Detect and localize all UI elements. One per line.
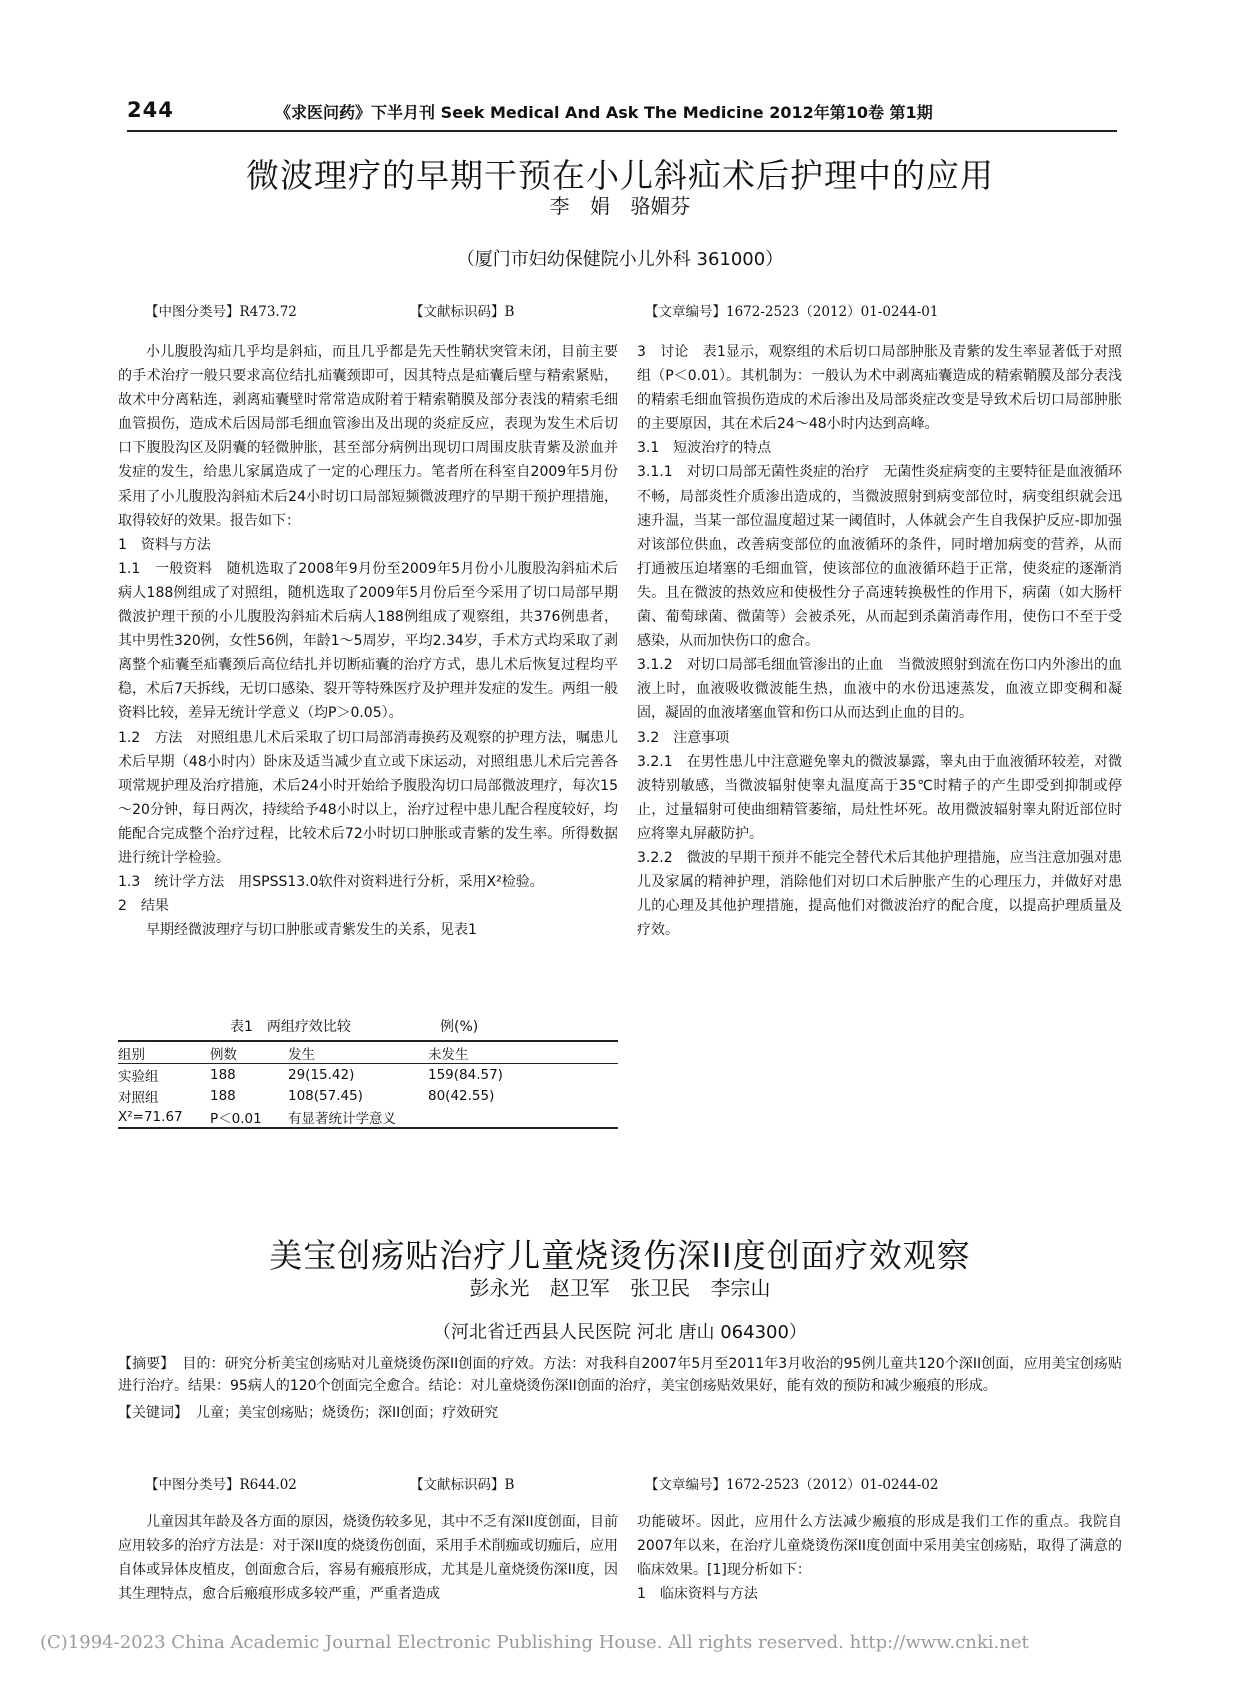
table-unit: 例(%) [440,1019,479,1035]
section-heading: 3.1 短波治疗的特点 [637,440,772,457]
paragraph: 早期经微波理疗与切口肿胀或青紫发生的关系，见表1 [146,922,477,939]
section-heading: 1 临床资料与方法 [637,1586,758,1603]
table-cell [428,1106,618,1128]
table-cell: P＜0.01 [210,1106,288,1128]
article2-authors: 彭永光 赵卫军 张卫民 李宗山 [469,1276,771,1300]
results-table [118,1040,618,1129]
article2-doc-code: 【文献标识码】B [410,1477,515,1493]
table-cell: 80(42.55) [428,1087,495,1104]
keywords-text: 儿童；美宝创疡贴；烧烫伤；深II创面；疗效研究 [196,1405,499,1421]
table-cell: 对照组 [118,1089,159,1106]
table-cell: 29(15.42) [288,1066,355,1083]
keywords-label: 【关键词】 [118,1405,188,1421]
copyright-footer: (C)1994-2023 China Academic Journal Electronic Publishing House. All rights reserved. http://www.cnki.net [40,1632,1029,1653]
table-cell: 159(84.57) [428,1066,503,1083]
article1-doc-code: 【文献标识码】B [410,304,515,320]
paragraph: 1.1 一般资料 随机选取了2008年9月份至2009年5月份小儿腹股沟斜疝术后病人188例组成了对照组，随机选取了2009年5月份后至今采用了切口局部早期微波护理干预的小儿腹股沟斜疝术后病人188例组成了观察组，共376例患者，其中男性320例，女性56例，年龄1～5周岁，平均2.34岁，手术方式均采取了剥离整个疝囊至疝囊颈后高位结扎并切断疝囊的治疗方式，患儿术后恢复过程均平稳，术后7天拆线，无切口感染、裂开等特殊医疗及护理并发症的发生。两组一般资料比较，差异无统计学意义（均P＞0.05）。 [118,560,618,722]
paragraph: 儿童因其年龄及各方面的原因，烧烫伤较多见，其中不乏有深II度创面，目前应用较多的治疗方法是：对于深II度的烧烫伤创面，采用手术削痂或切痂后，应用自体或异体皮植皮，创面愈合后，容易有瘢痕形成，尤其是儿童烧烫伤深II度，因其生理特点，愈合后瘢痕形成多较严重，严重者造成 [118,1514,618,1603]
table-header-cell: 未发生 [428,1041,618,1064]
paragraph: 3 讨论 表1显示，观察组的术后切口局部肿胀及青紫的发生率显著低于对照组（P＜0.01）。其机制为：一般认为术中剥离疝囊造成的精索鞘膜及部分表浅的精索毛细血管损伤造成的术后渗出及局部炎症改变是导致术后切口局部肿胀的主要原因，其在术后24～48小时内达到高峰。 [637,344,1122,433]
table-header-cell: 例数 [210,1041,288,1064]
paragraph: 3.1.1 对切口局部无菌性炎症的治疗 无菌性炎症病变的主要特征是血液循环不畅，局部炎性介质渗出造成的，当微波照射到病变部位时，病变组织就会迅速升温，当某一部位温度超过某一阈值时，人体就会产生自我保护反应-即加强对该部位供血，改善病变部位的血液循环的条件，同时增加病变的营养，从而打通被压迫堵塞的毛细血管，使该部位的血液循环趋于正常，使炎症的逐渐消失。且在微波的热效应和使极性分子高速转换极性的作用下，病菌（如大肠杆菌、葡萄球菌、微菌等）会被杀死，从而起到杀菌消毒作用，使伤口不至于受感染，从而加快伤口的愈合。 [637,464,1122,650]
section-heading: 2 结果 [118,898,169,915]
article2-right-column [637,1510,1122,1606]
article2-clc: 【中图分类号】R644.02 [145,1477,297,1493]
section-heading: 1 资料与方法 [118,536,211,553]
table-cell: 188 [210,1087,236,1104]
abstract-label: 【摘要】 [118,1356,175,1372]
journal-header: 《求医问药》下半月刊 Seek Medical And Ask The Medicine 2012年第10卷 第1期 [275,103,933,122]
table-header-cell: 发生 [288,1041,428,1064]
table-header-row [118,1041,618,1064]
paragraph: 3.2.1 在男性患儿中注意避免睾丸的微波暴露，睾丸由于血液循环较差，对微波特别敏感，当微波辐射使睾丸温度高于35℃时精子的产生即受到抑制或停止，过量辐射可使曲细精管萎缩，局灶性坏死。故用微波辐射睾丸附近部位时应将睾丸屏蔽防护。 [637,753,1122,842]
table-row [118,1106,618,1128]
table-cell: 实验组 [118,1068,159,1085]
article1-article-no: 【文章编号】1672-2523（2012）01-0244-01 [645,304,939,320]
table-row [118,1085,618,1106]
table-cell: 有显著统计学意义 [288,1106,428,1128]
paragraph: 1.2 方法 对照组患儿术后采取了切口局部消毒换药及观察的护理方法，嘱患儿术后早期（48小时内）卧床及适当减少直立或下床运动，对照组患儿术后完善各项常规护理及治疗措施，术后24小时开始给予腹股沟切口局部微波理疗，每次15～20分钟，每日两次，持续给予48小时以上，治疗过程中患儿配合程度较好，均能配合完成整个治疗过程，比较术后72小时切口肿胀或青紫的发生率。所得数据进行统计学检验。 [118,729,618,866]
article1-right-column [637,340,1122,942]
article2-abstract [118,1354,1122,1425]
article2-article-no: 【文章编号】1672-2523（2012）01-0244-02 [645,1477,939,1493]
table-cell: X²=71.67 [118,1106,210,1128]
paragraph: 3.2.2 微波的早期干预并不能完全替代术后其他护理措施，应当注意加强对患儿及家属的精神护理，消除他们对切口术后肿胀产生的心理压力，并做好对患儿的心理及其他护理措施，提高他们对微波治疗的配合度，以提高护理质量及疗效。 [637,849,1122,939]
paragraph: 1.3 统计学方法 用SPSS13.0软件对资料进行分析，采用X²检验。 [118,874,544,891]
article2-affiliation: （河北省迁西县人民医院 河北 唐山 064300） [433,1322,807,1343]
paragraph: 功能破坏。因此，应用什么方法减少瘢痕的形成是我们工作的重点。我院自2007年以来，在治疗儿童烧烫伤深II度创面中采用美宝创疡贴，取得了满意的临床效果。[1]现分析如下： [637,1514,1122,1579]
article1-authors: 李 娟 骆媚芬 [549,194,691,218]
abstract-text: 目的：研究分析美宝创疡贴对儿童烧烫伤深II创面的疗效。方法：对我科自2007年5月至2011年3月收治的95例儿童共120个深II创面，应用美宝创疡贴进行治疗。结果：95病人的120个创面完全愈合。结论：对儿童烧烫伤深II创面的治疗，美宝创疡贴效果好，能有效的预防和减少瘢痕的形成。 [118,1356,1123,1394]
section-heading: 3.2 注意事项 [637,729,730,746]
article1-affiliation: （厦门市妇幼保健院小儿外科 361000） [456,249,784,270]
table-cell: 188 [210,1066,236,1083]
table-row [118,1064,618,1086]
results-table-wrap [118,1040,618,1129]
article1-clc: 【中图分类号】R473.72 [145,304,297,320]
header-rule [127,130,1117,132]
article2-title: 美宝创疡贴治疗儿童烧烫伤深II度创面疗效观察 [269,1236,971,1275]
paragraph: 3.1.2 对切口局部毛细血管渗出的止血 当微波照射到流在伤口内外渗出的血液上时，血液吸收微波能生热，血液中的水份迅速蒸发，血液立即变稠和凝固，凝固的血液堵塞血管和伤口从而达到止血的目的。 [637,657,1122,722]
paragraph: 小儿腹股沟疝几乎均是斜疝，而且几乎都是先天性鞘状突管未闭，目前主要的手术治疗一般只要求高位结扎疝囊颈即可，因其特点是疝囊后壁与精索紧贴，故术中分离粘连，剥离疝囊壁时常常造成附着于精索鞘膜及部分表浅的精索毛细血管损伤，造成术后因局部毛细血管渗出及出现的炎症反应，表现为发生术后切口下腹股沟区及阴囊的轻微肿胀，甚至部分病例出现切口周围皮肤青紫及淤血并发症的发生，给患儿家属造成了一定的心理压力。笔者所在科室自2009年5月份采用了小儿腹股沟斜疝术后24小时切口局部短频微波理疗的早期干预护理措施，取得较好的效果。报告如下： [118,344,618,529]
table-cell: 108(57.45) [288,1087,363,1104]
article2-left-column [118,1510,618,1606]
table-caption: 表1 两组疗效比较 [230,1019,351,1035]
table-header-cell: 组别 [118,1041,210,1064]
article1-title: 微波理疗的早期干预在小儿斜疝术后护理中的应用 [246,156,994,195]
article1-left-column [118,340,618,942]
page-number: 244 [127,98,174,122]
